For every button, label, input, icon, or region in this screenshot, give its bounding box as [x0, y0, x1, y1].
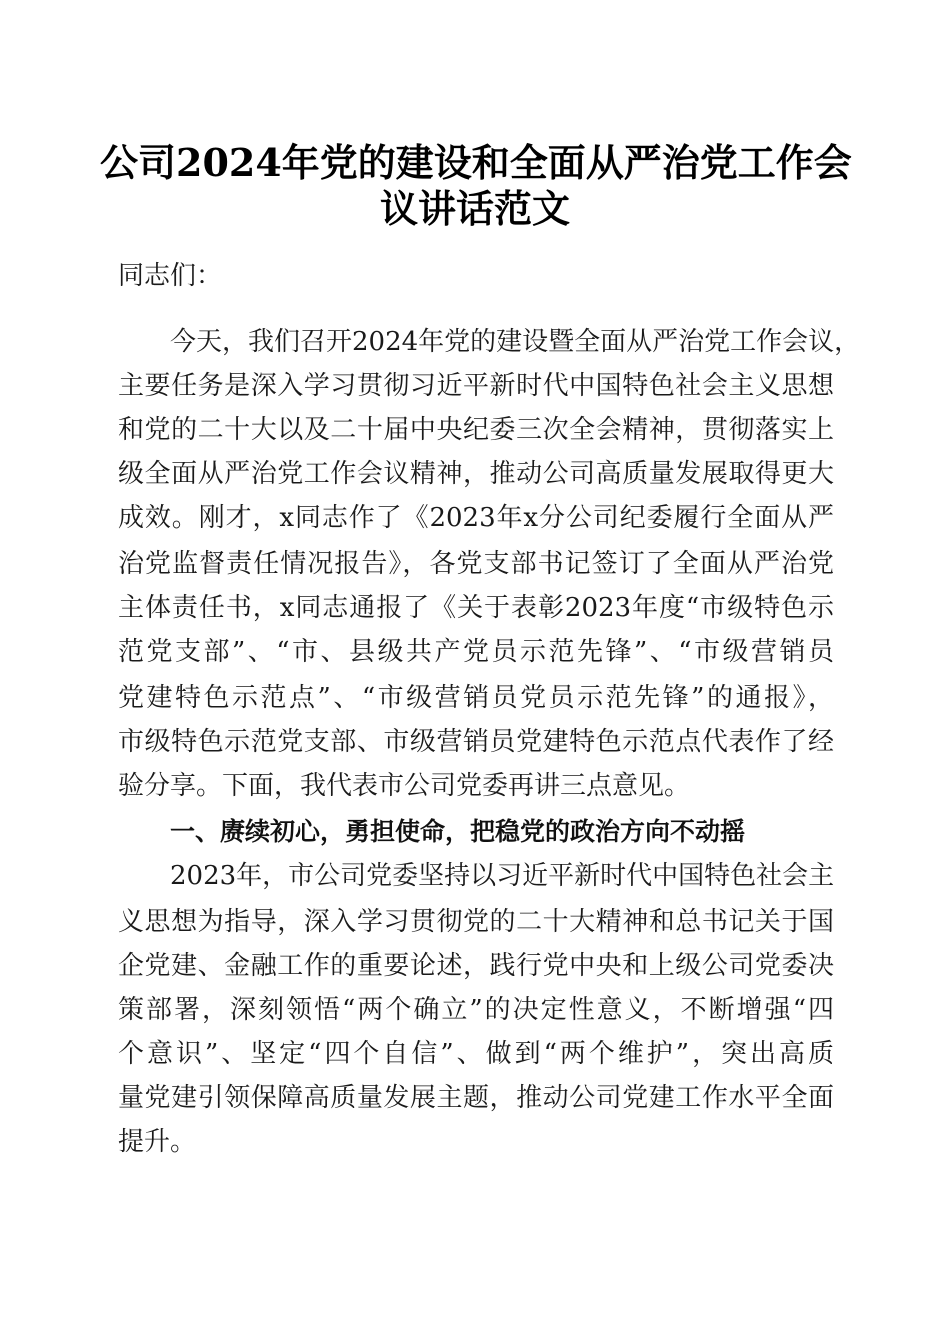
salutation: 同志们：: [118, 261, 223, 291]
paragraph-line: 个意识”、坚定“四个自信”、做到“两个维护”，突出高质: [118, 1039, 834, 1069]
paragraph-line: 主要任务是深入学习贯彻习近平新时代中国特色社会主义思想: [118, 371, 834, 401]
paragraph-line: 党建特色示范点”、“市级营销员党员示范先锋”的通报》，: [118, 683, 834, 713]
paragraph-line: 策部署，深刻领悟“两个确立”的决定性意义，不断增强“四: [118, 995, 834, 1025]
paragraph-line: 治党监督责任情况报告》，各党支部书记签订了全面从严治党: [118, 549, 834, 579]
paragraph-line: 范党支部”、“市、县级共产党员示范先锋”、“市级营销员: [118, 637, 834, 667]
document-title-line-1: 公司2024年党的建设和全面从严治党工作会: [100, 140, 852, 185]
paragraph-line: 义思想为指导，深入学习贯彻党的二十大精神和总书记关于国: [118, 907, 834, 937]
paragraph-line: 主体责任书，x同志通报了《关于表彰2023年度“市级特色示: [118, 593, 834, 623]
paragraph-line: 2023年，市公司党委坚持以习近平新时代中国特色社会主: [170, 861, 835, 891]
paragraph-line: 量党建引领保障高质量发展主题，推动公司党建工作水平全面: [118, 1083, 834, 1113]
paragraph-line: 今天，我们召开2024年党的建设暨全面从严治党工作会议，: [170, 327, 861, 357]
paragraph-line: 成效。刚才，x同志作了《2023年x分公司纪委履行全面从严: [118, 503, 834, 533]
paragraph-line: 和党的二十大以及二十届中央纪委三次全会精神，贯彻落实上: [118, 415, 834, 445]
document-title-line-2: 议讲话范文: [379, 186, 570, 231]
paragraph-line: 市级特色示范党支部、市级营销员党建特色示范点代表作了经: [118, 727, 834, 757]
paragraph-line: 提升。: [118, 1127, 197, 1157]
paragraph-line: 企党建、金融工作的重要论述，践行党中央和上级公司党委决: [118, 951, 834, 981]
section-heading: 一、赓续初心，勇担使命，把稳党的政治方向不动摇: [170, 817, 746, 846]
paragraph-line: 验分享。下面，我代表市公司党委再讲三点意见。: [118, 771, 691, 801]
paragraph-line: 级全面从严治党工作会议精神，推动公司高质量发展取得更大: [118, 459, 834, 489]
